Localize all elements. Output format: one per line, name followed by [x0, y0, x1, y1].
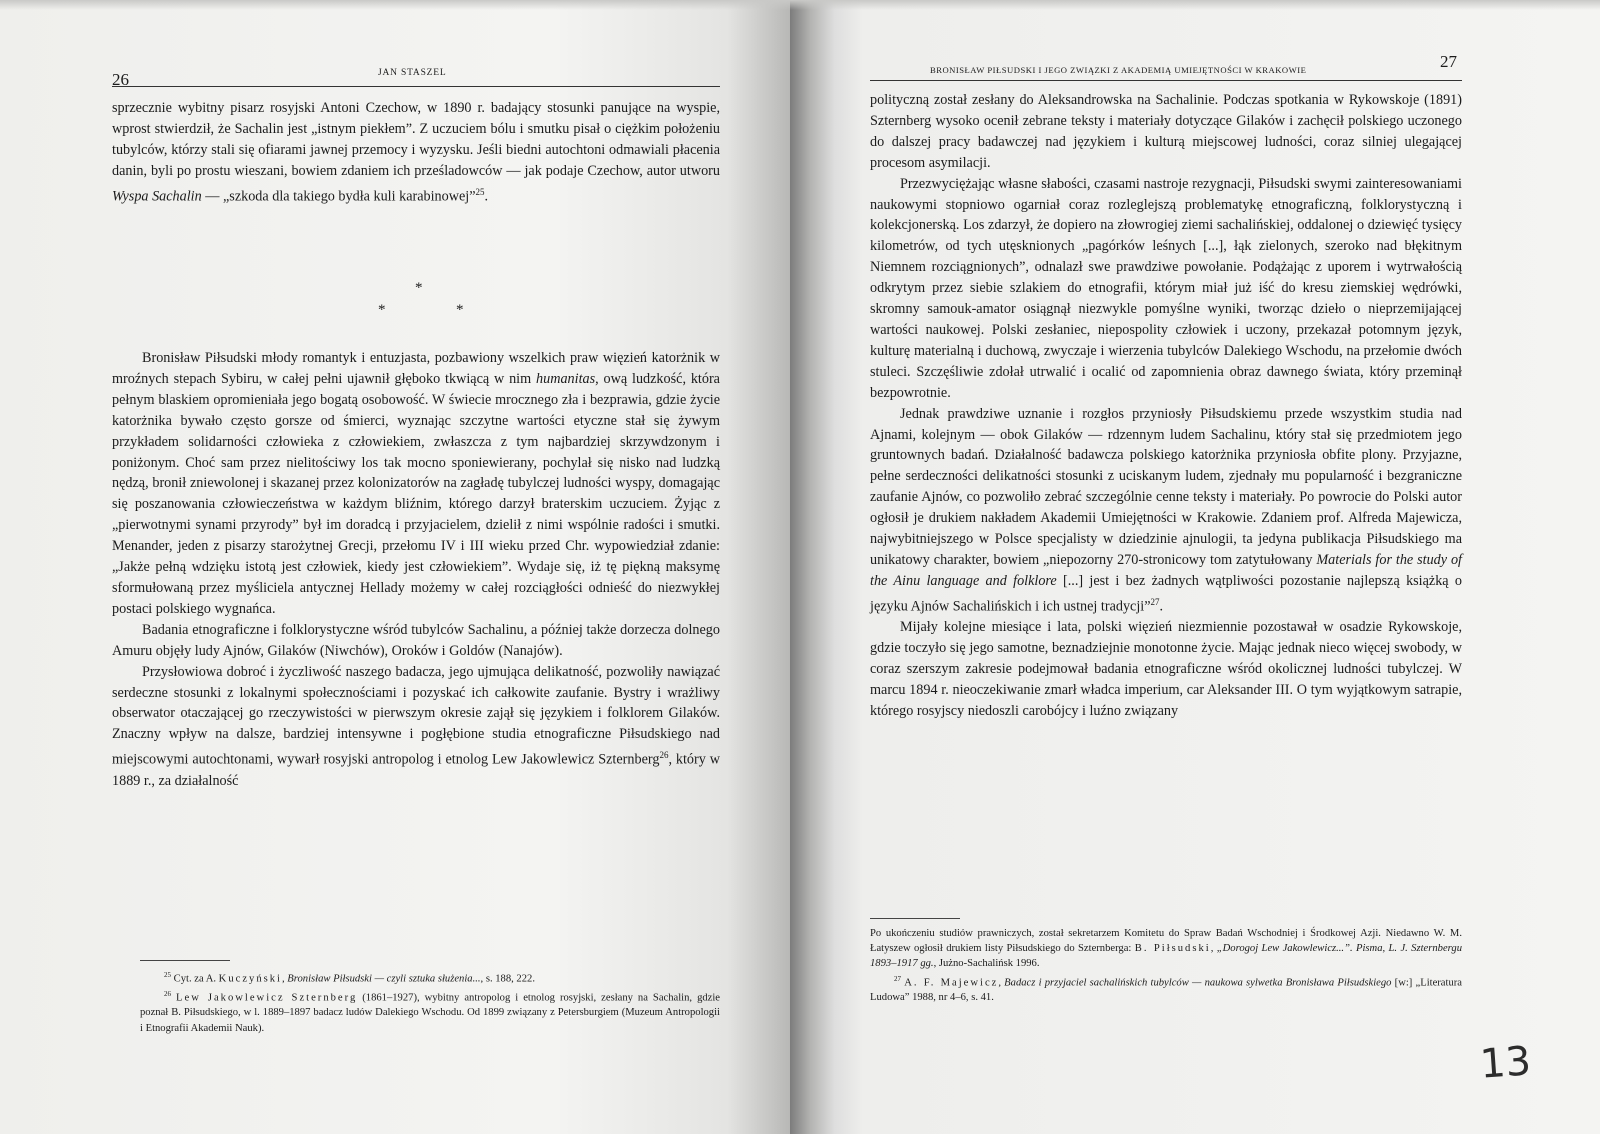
page-top-shadow: [790, 0, 1600, 10]
paragraph: Przysłowiowa dobroć i życzliwość naszego badacza, jego ujmująca delikatność, pozwoliły nawiązać serdeczne stosunki z lokalnymi społecznościami i pozyskać ich całkowite zaufanie. Bystry i wrażliwy obserwator otaczającej go rzeczywistości w pierwszym okresie zajął się językiem i folklorem Gilaków. Znaczny wpływ na dalsze, bardziej intensywne i pogłębione studia etnograficzne Piłsudskiego nad miejscowymi autochtonami, wywarł rosyjski antropolog i etnolog Lew Jakowlewicz Szternberg$^{26}$, który w 1889 r., za działalność: [112, 663, 720, 789]
running-head: BRONISŁAW PIŁSUDSKI I JEGO ZWIĄZKI Z AKADEMIĄ UMIEJĘTNOŚCI W KRAKOWIE: [930, 65, 1307, 75]
paragraph: polityczną został zesłany do Aleksandrowska na Sachalinie. Podczas spotkania w Rykowskoje (1891) Szternberg wysoko ocenił zebrane teksty i materiały dotyczące Gilaków i zachęcił polskiego uczonego do dalszej pracy badawczej nad językiem i kulturą miejscowej ludności, coraz silniej ulegającej procesom asymilacji.: [870, 92, 1462, 171]
footnote-25: $^{25}$ Cyt. za A. Kuczyński, Bronisław Piłsudski — czyli sztuka służenia..., s. 188, 222.: [164, 971, 535, 985]
left-body-main: [112, 348, 720, 792]
footnote-27: $^{27}$ A. F. Majewicz, Badacz i przyjaciel sachalińskich tubylców — naukowa sylwetka Bronisława Piłsudskiego [w:] „Literatura Ludowa” 1988, nr 4–6, s. 41.: [870, 974, 1462, 1004]
right-body: [870, 90, 1462, 722]
footnote-26-continued: Po ukończeniu studiów prawniczych, został sekretarzem Komitetu do Spraw Badań Wschodniej i Środkowej Azji. Niedawno W. M. Łatyszew ogłosił drukiem listy Piłsudskiego do Szternberga: B. Piłsudski, „Dorogoj Lew Jakowlewicz...”. Pisma, L. J. Szternbergu 1893–1917 gg., Jużno-Sachalińsk 1996.: [870, 928, 1462, 970]
right-page: [790, 0, 1600, 1134]
paragraph: Mijały kolejne miesiące i lata, polski więzień niezmiennie pozostawał w osadzie Rykowskoje, gdzie toczyło się jego samotne, beznadziejnie monotonne życie. Mając jednak nieco więcej swobody, w coraz szerszym zakresie podejmował badania etnograficzne wśród okolicznej ludności tubylczej. W marcu 1894 r. nieoczekiwanie zmarł władca imperium, car Aleksander III. O tym wyjątkowym satrapie, którego rosyjscy niedoszli carobójcy i luźno związany: [870, 619, 1462, 720]
right-footnotes: [870, 926, 1462, 1006]
paragraph: Badania etnograficzne i folklorystyczne wśród tubylców Sachalinu, a później także dorzecza dolnego Amuru objęły ludy Ajnów, Gilaków (Niwchów), Oroków i Goldów (Nanajów).: [112, 621, 720, 659]
page-number: 27: [1440, 52, 1457, 71]
section-star: *: [456, 302, 464, 318]
left-page: [0, 0, 790, 1134]
paragraph: Jednak prawdziwe uznanie i rozgłos przyniosły Piłsudskiemu przede wszystkim studia nad Ajnami, kolejnym — obok Gilaków — rdzennym ludem Sachalinu, który stał się przedmiotem jego gruntownych badań. Działalność badawcza polskiego katorżnika przyniosła obfite plony. Przyjazne, pełne serdeczności delikatności stosunki z uciskanym ludem, zjednały mu popularność i bezgraniczne zaufanie Ajnów, co pozwoliło zebrać szczególnie cenne teksty i materiały. Po powrocie do Polski autor ogłosił je drukiem nakładem Akademii Umiejętności w Krakowie. Zdaniem prof. Alfreda Majewicza, najwybitniejszego w Polsce specjalisty w dziedzinie ajnulogii, ta jedyna publikacja Piłsudskiego ma unikatowy charakter, bowiem „niepozorny 270-stronicowy tom zatytułowany Materials for the study of the Ainu language and folklore [...] jest i bez żadnych wątpliwości pozostanie najlepszą książką o języku Ajnów Sachalińskich i ich ustnej tradycji”$^{27}$.: [870, 405, 1462, 615]
running-head: JAN STASZEL: [378, 68, 447, 78]
footnote-rule: [140, 960, 230, 961]
left-footnotes: [140, 968, 720, 1036]
paragraph: sprzecznie wybitny pisarz rosyjski Antoni Czechow, w 1890 r. badający stosunki panujące na wyspie, wprost stwierdził, że Sachalin jest „istnym piekłem”. Z uczuciem bólu i smutku pisał o ciężkim położeniu tubylców, którzy stali się ofiarami jawnej przemocy i wyzysku. Jeśli biedni autochtoni odmawiali płacenia danin, byli po prostu wieszani, bowiem zdaniem ich prześladowców — jak podaje Czechow, autor utworu Wyspa Sachalin — „szkoda dla takiego bydła kuli karabinowej”$^{25}$.: [112, 100, 720, 205]
page-number: 26: [112, 70, 129, 89]
section-star: *: [415, 280, 423, 296]
footnote-26: $^{26}$ Lew Jakowlewicz Szternberg (1861–1927), wybitny antropolog i etnolog rosyjski, zesłany na Sachalin, gdzie poznał B. Piłsudskiego, w l. 1889–1897 badacz ludów Dalekiego Wschodu. Od 1899 związany z Petersburgiem (Muzeum Antropologii i Etnografii Akademii Nauk).: [140, 989, 721, 1034]
left-body-top: [112, 98, 720, 207]
handwritten-page-mark: 13: [1478, 1038, 1533, 1088]
page-top-shadow: [0, 0, 790, 10]
header-rule: [870, 80, 1462, 81]
paragraph: Bronisław Piłsudski młody romantyk i entuzjasta, pozbawiony wszelkich praw więzień katorżnik w mroźnych stepach Sybiru, w całej pełni ujawnił głęboko tkwiącą w nim humanitas, ową ludzkość, która pełnym blaskiem opromieniała jego bogatą osobowość. W świecie mrocznego zła i bezprawia, gdzie życie katorżnika bywało często gorsze od śmierci, wyznając szczytne wartości etyczne stał się żywym przykładem solidarności człowieka z człowiekiem, zwłaszcza z tym najbardziej skrzywdzonym i poniżonym. Choć sam przez nielitościwy los tak mocno sponiewierany, pochylał się nisko nad ludzką nędzą, bronił zniewolonej i skazanej przez kolonizatorów na zagładę tubylczej ludności wyspy, domagając się poszanowania człowieczeństwa w każdym bliźnim, którego darzył braterskim uczuciem. Żyjąc z „pierwotnymi synami przyrody” był im doradcą i przyjacielem, dzielił z nimi wspólnie radości i smutki. Menander, jeden z pisarzy starożytnej Grecji, przełomu IV i III wieku przed Chr. wypowiedział zdanie: „Jakże pełną wdzięku istotą jest człowiek, kiedy jest człowiekiem”. Wydaje się, iż tę piękną maksymę sformułowaną przez myśliciela antycznej Hellady możemy w całej rozciągłości odnieść do niezwykłej postaci polskiego wygnańca.: [112, 350, 720, 617]
section-star: *: [378, 302, 386, 318]
header-rule: [112, 86, 720, 87]
paragraph: Przezwyciężając własne słabości, czasami nastroje rezygnacji, Piłsudski swymi zainteresowaniami naukowymi stopniowo ogarniał coraz rozleglejszą problematykę etnograficzną, folklorystyczną i kolekcjonerską. Los zdarzył, że dopiero na złowrogiej ziemi sachalińskiej, oddalonej o dziewięć tysięcy kilometrów, od tych utęsknionych „pagórków leśnych [...], łąk zielonych, szeroko nad błękitnym Niemnem rozciągnionych”, odnalazł swe prawdziwe powołanie. Podążając z uporem i wytrwałością odkrytym przez siebie szlakiem do etnografii, którym miał już iść do kresu ziemskiej wędrówki, skromny samouk-amator osiągnął niezwykle pomyślne wyniki, tworząc dzieło o nieprzemijającej wartości naukowej. Polski zesłaniec, niepospolity człowiek i uczony, przekazał potomnym język, kulturę materialną i duchową, zwyczaje i wierzenia tubylców Dalekiego Wschodu, na przełomie dwóch stuleci. Szczęśliwie zdołał utrwalić i ocalić od zapomnienia obraz dawnego świata, który przeminął bezpowrotnie.: [870, 175, 1462, 401]
footnote-rule: [870, 918, 960, 919]
